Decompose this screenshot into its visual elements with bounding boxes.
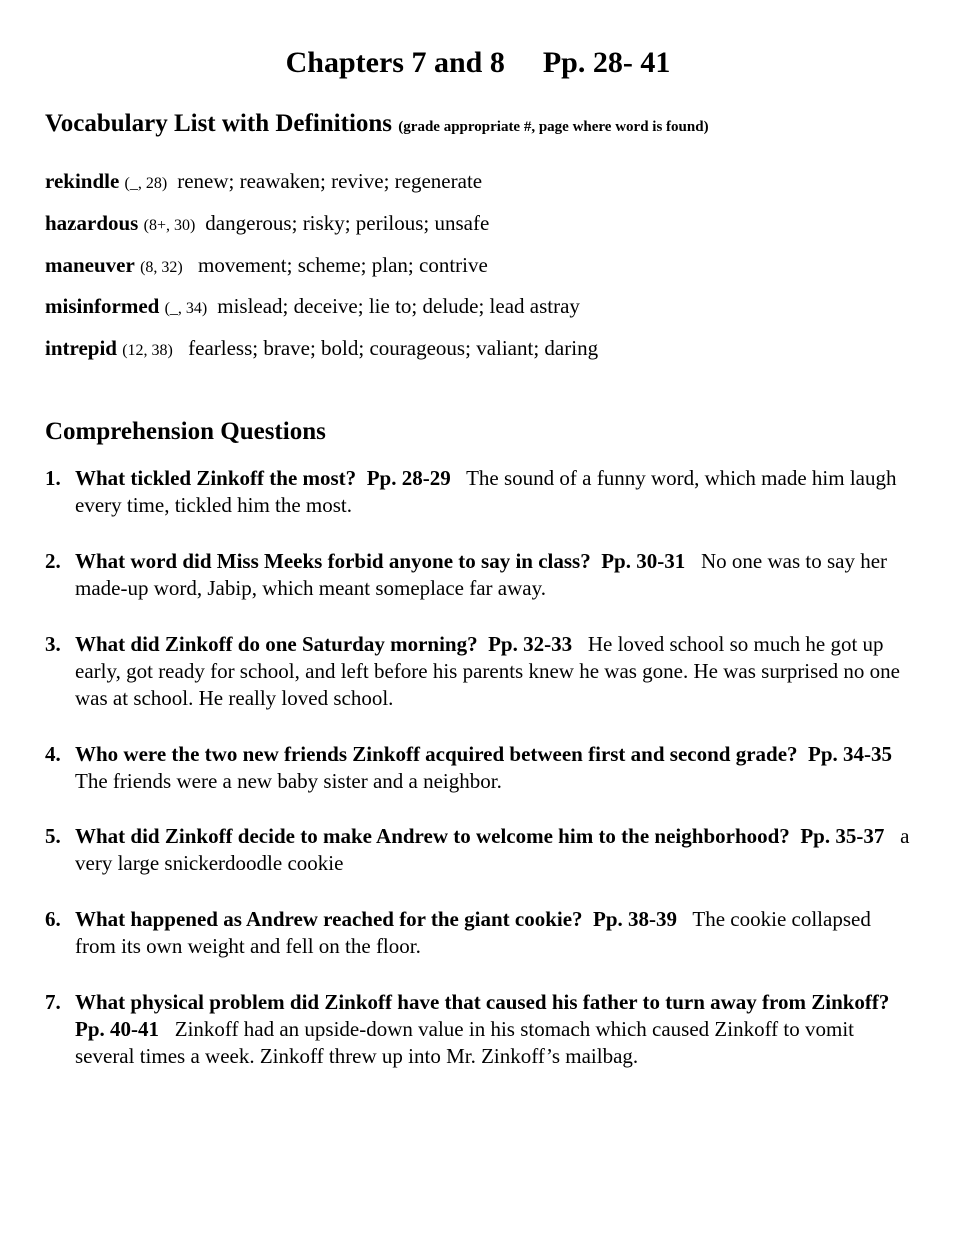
question-answer: a very large snickerdoodle cookie: [75, 824, 910, 875]
question-text: What tickled Zinkoff the most?: [75, 466, 357, 490]
question-text: Who were the two new friends Zinkoff acquired between first and second grade?: [75, 742, 798, 766]
question-pages: Pp. 38-39: [593, 907, 678, 931]
vocabulary-item: [45, 293, 580, 322]
vocabulary-heading-note: (grade appropriate #, page where word is found): [398, 119, 709, 135]
question-item: [45, 989, 915, 1070]
vocabulary-meta: (_, 34): [164, 300, 208, 317]
question-item: [45, 823, 915, 877]
vocabulary-meta: (8, 32): [140, 259, 183, 276]
question-item: [45, 906, 915, 960]
comprehension-heading: Comprehension Questions: [45, 418, 326, 445]
vocabulary-word: misinformed: [45, 294, 160, 318]
vocabulary-word: maneuver: [45, 253, 135, 277]
question-number: 7.: [45, 990, 61, 1014]
question-item: [45, 465, 915, 519]
question-item: [45, 631, 915, 712]
vocabulary-word: intrepid: [45, 336, 117, 360]
question-answer: He loved school so much he got up early, got ready for school, and left before his parents knew he was gone. He was surprised no one was at school. He really loved school.: [75, 632, 900, 710]
question-answer: The cookie collapsed from its own weight and fell on the floor.: [75, 907, 871, 958]
question-pages: Pp. 32-33: [488, 632, 573, 656]
question-pages: Pp. 28-29: [366, 466, 451, 490]
page-title: [0, 44, 956, 82]
question-answer: The sound of a funny word, which made him laugh every time, tickled him the most.: [75, 466, 897, 517]
question-item: [45, 741, 915, 795]
vocabulary-definition: dangerous; risky; perilous; unsafe: [205, 211, 490, 235]
question-pages: Pp. 40-41: [75, 1017, 159, 1041]
question-number: 4.: [45, 742, 61, 766]
question-text: What happened as Andrew reached for the giant cookie?: [75, 907, 583, 931]
question-answer: The friends were a new baby sister and a neighbor.: [75, 769, 502, 793]
vocabulary-definition: renew; reawaken; revive; regenerate: [177, 169, 483, 193]
question-pages: Pp. 30-31: [601, 549, 686, 573]
vocabulary-meta: (_, 28): [124, 175, 168, 192]
question-number: 2.: [45, 549, 61, 573]
question-pages: Pp. 34-35: [808, 742, 893, 766]
question-pages: Pp. 35-37: [800, 824, 885, 848]
vocabulary-item: [45, 335, 598, 364]
question-number: 6.: [45, 907, 61, 931]
vocabulary-definition: fearless; brave; bold; courageous; valiant; daring: [182, 336, 599, 360]
vocabulary-heading: [45, 108, 709, 143]
question-answer: Zinkoff had an upside-down value in his stomach which caused Zinkoff to vomit several times a week. Zinkoff threw up into Mr. Zinkoff’s mailbag.: [75, 1017, 855, 1068]
title-pages: Pp. 28- 41: [542, 46, 671, 79]
vocabulary-word: hazardous: [45, 211, 139, 235]
question-answer: No one was to say her made-up word, Jabip, which meant someplace far away.: [75, 549, 888, 600]
question-text: What did Zinkoff do one Saturday morning?: [75, 632, 478, 656]
question-number: 5.: [45, 824, 61, 848]
question-item: [45, 548, 915, 602]
vocabulary-item: [45, 210, 489, 239]
vocabulary-item: [45, 252, 488, 281]
question-number: 3.: [45, 632, 61, 656]
vocabulary-item: [45, 168, 482, 197]
question-text: What physical problem did Zinkoff have that caused his father to turn away from Zinkoff?: [75, 990, 890, 1014]
vocabulary-word: rekindle: [45, 169, 120, 193]
vocabulary-meta: (12, 38): [122, 342, 173, 359]
vocabulary-definition: mislead; deceive; lie to; delude; lead astray: [217, 294, 580, 318]
question-text: What did Zinkoff decide to make Andrew to welcome him to the neighborhood?: [75, 824, 790, 848]
vocabulary-meta: (8+, 30): [143, 217, 196, 234]
vocabulary-heading-text: Vocabulary List with Definitions: [45, 110, 393, 137]
vocabulary-definition: movement; scheme; plan; contrive: [192, 253, 488, 277]
title-chapters: Chapters 7 and 8: [285, 46, 505, 79]
question-number: 1.: [45, 466, 61, 490]
question-text: What word did Miss Meeks forbid anyone to say in class?: [75, 549, 591, 573]
